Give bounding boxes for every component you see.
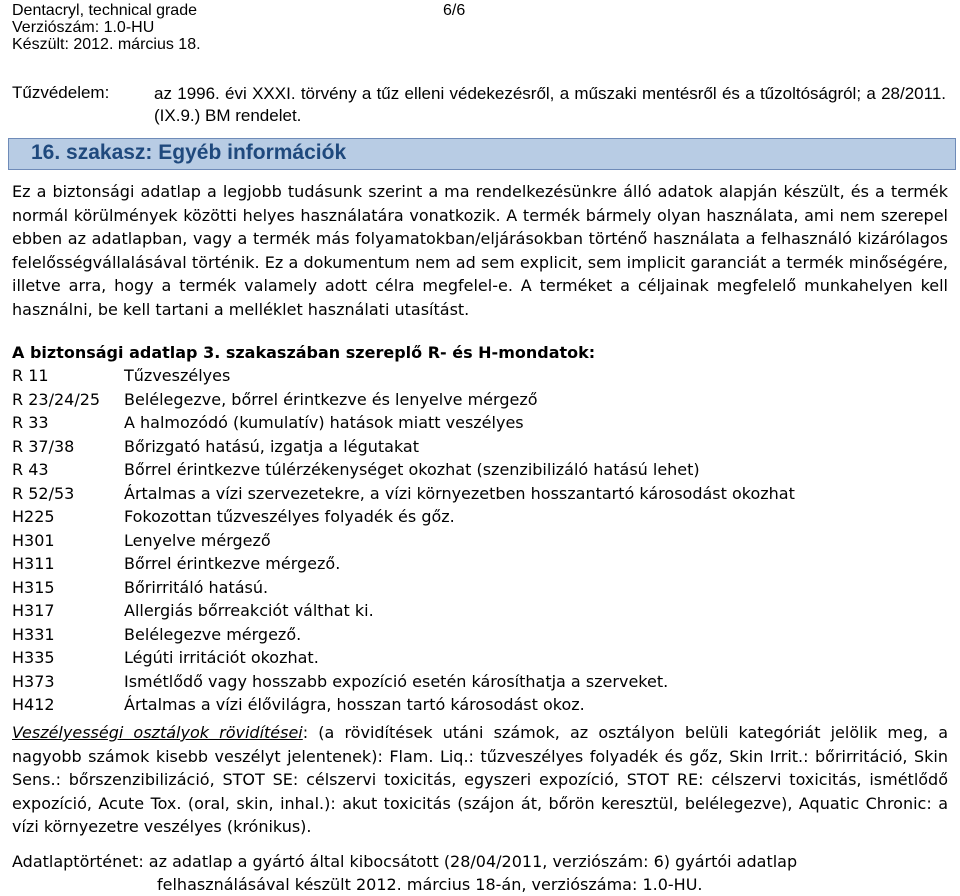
fire-protection-label: Tűzvédelem: bbox=[12, 83, 110, 102]
phrase-code: H335 bbox=[12, 648, 55, 667]
header-version: Verziószám: 1.0-HU bbox=[12, 19, 155, 36]
section-header-bar bbox=[8, 138, 956, 170]
phrase-text: Allergiás bőrreakciót válthat ki. bbox=[124, 601, 374, 620]
phrase-code: H225 bbox=[12, 507, 55, 526]
phrase-row bbox=[12, 435, 948, 459]
history-line-1: Adatlaptörténet: az adatlap a gyártó által kibocsátott (28/04/2011, verziószám: 6) gyártói adatlap bbox=[12, 852, 798, 871]
phrase-row bbox=[12, 458, 948, 482]
phrase-text: Ismétlődő vagy hosszabb expozíció esetén károsíthatja a szerveket. bbox=[124, 671, 669, 691]
fire-protection-text: az 1996. évi XXXI. törvény a tűz elleni védekezésről, a műszaki mentésről és a tűzoltóságról; a 28/2011. (IX.9.) BM rendelet. bbox=[154, 84, 946, 125]
history-line-2: felhasználásával készült 2012. március 18-án, verziószáma: 1.0-HU. bbox=[157, 875, 703, 894]
phrase-text: Légúti irritációt okozhat. bbox=[124, 648, 319, 667]
phrase-text: Belélegezve mérgező. bbox=[124, 624, 302, 644]
phrase-text: Ártalmas a vízi élővilágra, hosszan tartó károsodást okoz. bbox=[124, 695, 585, 714]
phrase-code: H331 bbox=[12, 624, 55, 644]
phrase-code: R 33 bbox=[12, 413, 49, 432]
phrases-heading: A biztonsági adatlap 3. szakaszában szereplő R- és H-mondatok: bbox=[12, 343, 596, 362]
datasheet-history bbox=[12, 850, 948, 896]
phrase-row bbox=[12, 552, 948, 576]
phrase-code: R 37/38 bbox=[12, 436, 75, 456]
header-date: Készült: 2012. március 18. bbox=[12, 36, 201, 53]
phrase-text: Fokozottan tűzveszélyes folyadék és gőz. bbox=[124, 507, 455, 526]
phrase-row bbox=[12, 529, 948, 553]
phrase-code: H301 bbox=[12, 530, 55, 550]
phrase-code: R 11 bbox=[12, 366, 49, 385]
phrase-text: Bőrizgató hatású, izgatja a légutakat bbox=[124, 436, 419, 456]
phrase-code: H317 bbox=[12, 601, 55, 620]
phrase-text: Ártalmas a vízi szervezetekre, a vízi környezetben hosszantartó károsodást okozhat bbox=[124, 483, 795, 503]
phrase-text: Bőrirritáló hatású. bbox=[124, 577, 269, 597]
abbreviations-text: : (a rövidítések utáni számok, az osztályon belüli kategóriát jelölik meg, a nagyobb számok kisebb veszélyt jelentenek): Flam. Liq.: tűzveszélyes folyadék és gőz, Skin Irrit.: bőrirritáció, Skin Sens.: bőrszenzibilizáció, STOT SE: célszervi toxicitás, egyszeri expozíció, STOT RE: célszervi toxicitás, ismétlődő expozíció, Acute Tox. (oral, skin, inhal.): akut toxicitás (szájon át, bőrön keresztül, belélegezve), Aquatic Chronic: a vízi környezetre veszélyes (krónikus). bbox=[12, 723, 949, 836]
phrase-text: A halmozódó (kumulatív) hatások miatt veszélyes bbox=[124, 413, 524, 432]
phrase-text: Tűzveszélyes bbox=[124, 366, 231, 385]
abbreviations-label: Veszélyességi osztályok rövidítései bbox=[12, 723, 303, 742]
phrase-row bbox=[12, 623, 948, 647]
phrase-code: R 23/24/25 bbox=[12, 389, 101, 409]
phrase-row bbox=[12, 411, 948, 435]
phrase-row bbox=[12, 482, 948, 506]
phrase-code: R 52/53 bbox=[12, 483, 75, 503]
page-number: 6/6 bbox=[443, 2, 466, 19]
phrase-text: Lenyelve mérgező bbox=[124, 530, 271, 550]
phrase-row bbox=[12, 693, 948, 717]
disclaimer-paragraph: Ez a biztonsági adatlap a legjobb tudásunk szerint a ma rendelkezésünkre álló adatok alapján készült, és a termék normál körülmények közötti helyes használatára vonatkozik. A termék bármely olyan használata, ami nem szerepel ebben az adatlapban, vagy a termék más folyamatokban/eljárásokban történő használata a felhasználó kizárólagos felelősségvállalásával történik. Ez a dokumentum nem ad sem explicit, sem implicit garanciát a termék minőségére, illetve arra, hogy a termék valamely adott célra megfelel-e. A terméket a céljainak megfelelő munkahelyen kell használni, be kell tartani a melléklet használati utasítást. bbox=[12, 182, 948, 319]
phrase-row bbox=[12, 505, 948, 529]
abbreviations-paragraph bbox=[12, 721, 948, 839]
phrase-code: R 43 bbox=[12, 460, 49, 479]
header-product: Dentacryl, technical grade bbox=[12, 2, 197, 19]
phrase-row bbox=[12, 576, 948, 600]
phrase-text: Bőrrel érintkezve túlérzékenységet okozhat (szenzibilizáló hatású lehet) bbox=[124, 460, 700, 479]
phrase-row bbox=[12, 646, 948, 670]
phrase-code: H311 bbox=[12, 554, 55, 573]
phrase-code: H412 bbox=[12, 695, 55, 714]
phrase-code: H315 bbox=[12, 577, 55, 597]
phrases-list bbox=[12, 364, 948, 717]
section-title: 16. szakasz: Egyéb információk bbox=[31, 141, 347, 164]
phrase-text: Belélegezve, bőrrel érintkezve és lenyelve mérgező bbox=[124, 389, 538, 409]
phrase-code: H373 bbox=[12, 671, 55, 691]
phrase-row bbox=[12, 670, 948, 694]
phrase-text: Bőrrel érintkezve mérgező. bbox=[124, 554, 341, 573]
phrase-row bbox=[12, 364, 948, 388]
phrase-row bbox=[12, 388, 948, 412]
phrase-row bbox=[12, 599, 948, 623]
